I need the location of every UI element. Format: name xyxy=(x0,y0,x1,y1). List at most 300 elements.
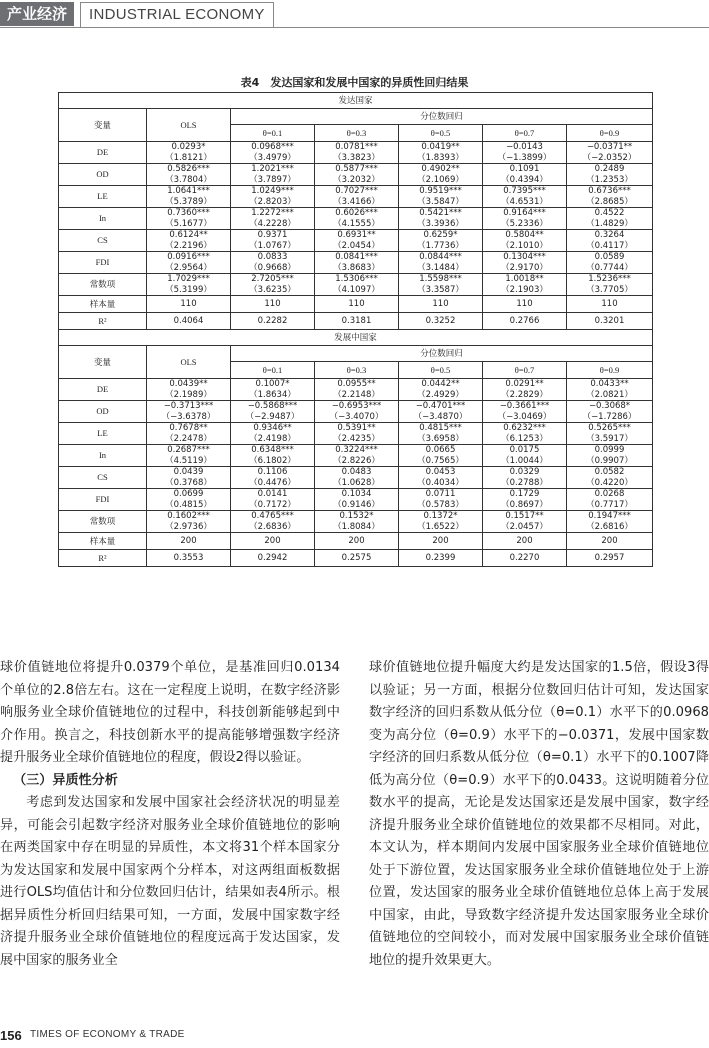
sample-size: 200 xyxy=(483,533,567,550)
sample-size-label: 样本量 xyxy=(59,296,147,313)
left-column xyxy=(0,657,340,972)
sample-size-label: 样本量 xyxy=(59,533,147,550)
section-label-cn: 产业经济 xyxy=(0,2,74,26)
table-row xyxy=(59,379,653,401)
coefficient: 0.6736*** xyxy=(588,186,631,196)
sample-size: 200 xyxy=(231,533,315,550)
coefficient: 0.1106 xyxy=(257,467,288,477)
coefficient-cell xyxy=(231,511,315,533)
t-statistic: （1.8634） xyxy=(249,389,296,400)
table-row xyxy=(59,511,653,533)
table-row xyxy=(59,230,653,252)
t-statistic: （−3.6378） xyxy=(161,411,216,422)
t-statistic: （−2.9487） xyxy=(245,411,300,422)
coefficient: −0.6953*** xyxy=(331,401,382,411)
table-row xyxy=(59,467,653,489)
coefficient-cell xyxy=(315,164,399,186)
coefficient: 0.3224*** xyxy=(335,445,378,455)
coefficient: 0.0329 xyxy=(509,467,540,477)
coefficient: 0.6348*** xyxy=(251,445,294,455)
table-row xyxy=(59,186,653,208)
t-statistic: （3.1484） xyxy=(417,262,464,273)
table-row xyxy=(59,274,653,296)
t-statistic: （0.4034） xyxy=(417,477,464,488)
coefficient-cell xyxy=(147,252,231,274)
coefficient: −0.0143 xyxy=(506,142,543,152)
r-squared: 0.2575 xyxy=(315,550,399,567)
quantile-header: θ=0.1 xyxy=(231,362,315,379)
ols-header: OLS xyxy=(147,346,231,379)
coefficient: 0.0453 xyxy=(425,467,456,477)
section-label-en: INDUSTRIAL ECONOMY xyxy=(80,2,274,28)
coefficient-cell xyxy=(483,164,567,186)
t-statistic: （1.8393） xyxy=(417,152,464,163)
coefficient-cell xyxy=(399,511,483,533)
coefficient-cell xyxy=(567,142,653,164)
coefficient-cell xyxy=(315,252,399,274)
sample-size: 110 xyxy=(315,296,399,313)
coefficient-cell xyxy=(567,423,653,445)
t-statistic: （0.4394） xyxy=(501,174,548,185)
t-statistic: （2.4235） xyxy=(333,433,380,444)
coefficient-cell xyxy=(231,401,315,423)
coefficient-cell xyxy=(147,467,231,489)
sample-size: 200 xyxy=(147,533,231,550)
coefficient-cell xyxy=(231,379,315,401)
t-statistic: （2.1903） xyxy=(501,284,548,295)
coefficient-cell xyxy=(399,252,483,274)
variable-name: FDI xyxy=(59,489,147,511)
t-statistic: （3.3823） xyxy=(333,152,380,163)
table-row xyxy=(59,252,653,274)
variable-name: OD xyxy=(59,401,147,423)
t-statistic: （0.9668） xyxy=(249,262,296,273)
coefficient-cell xyxy=(315,467,399,489)
table-row xyxy=(59,164,653,186)
t-statistic: （−1.3899） xyxy=(497,152,552,163)
coefficient-cell xyxy=(231,252,315,274)
r-squared-label: R² xyxy=(59,313,147,330)
r-squared: 0.2282 xyxy=(231,313,315,330)
coefficient: 1.7029*** xyxy=(167,274,210,284)
coefficient: 0.4522 xyxy=(594,208,625,218)
coefficient: 0.6026*** xyxy=(335,208,378,218)
paragraph: 球价值链地位将提升0.0379个单位，是基准回归0.0134个单位的2.8倍左右。这在一定程度上说明，在数字经济影响服务业全球价值链地位的过程中，科技创新能够起到中介作用。换言之，科技创新水平的提高能够增强数字经济提升服务业全球价值链地位的程度，假设2得以验证。 xyxy=(0,660,340,765)
quantile-header: θ=0.9 xyxy=(567,362,653,379)
coefficient: 0.0665 xyxy=(425,445,456,455)
t-statistic: （1.0767） xyxy=(249,240,296,251)
table-row xyxy=(59,489,653,511)
coefficient: 0.6931** xyxy=(337,230,376,240)
variable-header: 变量 xyxy=(59,346,147,379)
coefficient: 0.4765*** xyxy=(251,511,294,521)
coefficient-cell xyxy=(231,208,315,230)
coefficient: 0.0711 xyxy=(425,489,456,499)
coefficient: 0.0175 xyxy=(509,445,540,455)
coefficient-cell xyxy=(567,379,653,401)
r-squared: 0.3201 xyxy=(567,313,653,330)
coefficient: 0.5877*** xyxy=(335,164,378,174)
coefficient-cell xyxy=(315,489,399,511)
variable-header: 变量 xyxy=(59,109,147,142)
t-statistic: （4.1097） xyxy=(333,284,380,295)
t-statistic: （−3.4070） xyxy=(329,411,384,422)
coefficient-cell xyxy=(567,208,653,230)
coefficient: 0.1532* xyxy=(339,511,374,521)
coefficient-cell xyxy=(399,401,483,423)
t-statistic: （−3.0469） xyxy=(497,411,552,422)
t-statistic: （0.3768） xyxy=(165,477,212,488)
t-statistic: （0.4815） xyxy=(165,499,212,510)
coefficient-cell xyxy=(399,274,483,296)
t-statistic: （2.1989） xyxy=(165,389,212,400)
t-statistic: （3.2032） xyxy=(333,174,380,185)
t-statistic: （3.4166） xyxy=(333,196,380,207)
coefficient: 2.7205*** xyxy=(251,274,294,284)
coefficient-cell xyxy=(399,208,483,230)
t-statistic: （2.0821） xyxy=(586,389,633,400)
quantile-header: θ=0.7 xyxy=(483,362,567,379)
coefficient-cell xyxy=(483,467,567,489)
panel-title: 发展中国家 xyxy=(59,330,653,346)
t-statistic: （2.6836） xyxy=(249,521,296,532)
t-statistic: （5.2336） xyxy=(501,218,548,229)
coefficient: −0.4701*** xyxy=(415,401,466,411)
coefficient: 1.0018** xyxy=(505,274,544,284)
t-statistic: （3.5847） xyxy=(417,196,464,207)
coefficient-cell xyxy=(483,274,567,296)
table-row xyxy=(59,142,653,164)
paragraph: 考虑到发达国家和发展中国家社会经济状况的明显差异，可能会引起数字经济对服务业全球价值链地位的影响在两类国家中存在明显的异质性，本文将31个样本国家分为发达国家和发展中国家两个分样本，对这两组面板数据进行OLS均值估计和分位数回归估计，结果如表4所示。根据异质性分析回归结果可知，一方面，发展中国家数字经济提升服务业全球价值链地位的程度远高于发达国家，发展中国家的服务业全 xyxy=(0,795,340,968)
table-row xyxy=(59,445,653,467)
t-statistic: （4.1555） xyxy=(333,218,380,229)
t-statistic: （0.2788） xyxy=(501,477,548,488)
coefficient-cell xyxy=(315,401,399,423)
coefficient: 1.5306*** xyxy=(335,274,378,284)
coefficient: 0.9346** xyxy=(253,423,292,433)
quantile-header: θ=0.5 xyxy=(399,362,483,379)
coefficient: 0.1372* xyxy=(423,511,458,521)
coefficient: 0.0582 xyxy=(594,467,625,477)
quantile-header: θ=0.5 xyxy=(399,125,483,142)
coefficient: 0.5265*** xyxy=(588,423,631,433)
coefficient-cell xyxy=(483,142,567,164)
coefficient-cell xyxy=(315,511,399,533)
t-statistic: （0.4220） xyxy=(586,477,633,488)
coefficient-cell xyxy=(567,467,653,489)
regression-table xyxy=(58,92,653,567)
coefficient-cell xyxy=(399,423,483,445)
coefficient-cell xyxy=(231,142,315,164)
t-statistic: （0.4476） xyxy=(249,477,296,488)
coefficient: 0.1602*** xyxy=(167,511,210,521)
coefficient-cell xyxy=(315,142,399,164)
r-squared: 0.3252 xyxy=(399,313,483,330)
coefficient: 0.1304*** xyxy=(503,252,546,262)
coefficient-cell xyxy=(567,511,653,533)
t-statistic: （3.7897） xyxy=(249,174,296,185)
table-caption: 表4 发达国家和发展中国家的异质性回归结果 xyxy=(240,76,469,89)
coefficient-cell xyxy=(315,379,399,401)
coefficient: 0.6124** xyxy=(169,230,208,240)
t-statistic: （0.4117） xyxy=(586,240,633,251)
t-statistic: （2.8203） xyxy=(249,196,296,207)
coefficient-cell xyxy=(231,467,315,489)
coefficient: 1.2272*** xyxy=(251,208,294,218)
coefficient: 0.0268 xyxy=(594,489,625,499)
t-statistic: （−2.0352） xyxy=(582,152,637,163)
coefficient: 0.5826*** xyxy=(167,164,210,174)
t-statistic: （2.1069） xyxy=(417,174,464,185)
coefficient-cell xyxy=(147,164,231,186)
variable-name: 常数项 xyxy=(59,274,147,296)
variable-name: CS xyxy=(59,230,147,252)
coefficient-cell xyxy=(399,230,483,252)
t-statistic: （2.4929） xyxy=(417,389,464,400)
coefficient: 0.1091 xyxy=(509,164,540,174)
variable-name: FDI xyxy=(59,252,147,274)
coefficient: 0.0293* xyxy=(171,142,206,152)
coefficient-cell xyxy=(231,230,315,252)
coefficient: 0.1729 xyxy=(509,489,540,499)
coefficient: −0.3661*** xyxy=(499,401,550,411)
sample-size: 110 xyxy=(231,296,315,313)
coefficient: 1.0641*** xyxy=(167,186,210,196)
coefficient-cell xyxy=(483,401,567,423)
paragraph: 球价值链地位提升幅度大约是发达国家的1.5倍，假设3得以验证；另一方面，根据分位数回归估计可知，发达国家数字经济的回归系数从低分位（θ=0.1）水平下的0.0968变为高分位（θ=0.9）水平下的−0.0371，发展中国家数字经济的回归系数从低分位（θ=0.1）水平下的0.1007降低为高分位（θ=0.9）水平下的0.0433。这说明随着分位数水平的提高，无论是发达国家还是发展中国家，数字经济提升服务业全球价值链地位的效果都不尽相同。对此，本文认为，样本期间内发展中国家服务业全球价值链地位处于下游位置，发达国家服务业全球价值链地位处于上游位置，发达国家的服务业全球价值链地位总体上高于发展中国家，由此，导致数字经济提升发达国家服务业全球价值链地位的空间较小，而对发展中国家服务业全球价值链地位的提升效果更大。 xyxy=(369,660,709,968)
r-squared: 0.3181 xyxy=(315,313,399,330)
coefficient-cell xyxy=(147,423,231,445)
t-statistic: （−3.4870） xyxy=(413,411,468,422)
coefficient-cell xyxy=(147,445,231,467)
coefficient-cell xyxy=(315,230,399,252)
coefficient-cell xyxy=(399,142,483,164)
t-statistic: （0.8697） xyxy=(501,499,548,510)
t-statistic: （2.0454） xyxy=(333,240,380,251)
coefficient-cell xyxy=(231,164,315,186)
quantile-header: θ=0.3 xyxy=(315,125,399,142)
variable-name: 常数项 xyxy=(59,511,147,533)
coefficient: 0.0841*** xyxy=(335,252,378,262)
coefficient-cell xyxy=(315,423,399,445)
t-statistic: （2.8226） xyxy=(333,455,380,466)
coefficient: 0.9371 xyxy=(257,230,288,240)
coefficient: 0.1034 xyxy=(341,489,372,499)
r-squared: 0.2942 xyxy=(231,550,315,567)
t-statistic: （2.8685） xyxy=(586,196,633,207)
t-statistic: （1.2353） xyxy=(586,174,633,185)
coefficient: 0.9519*** xyxy=(419,186,462,196)
t-statistic: （2.2478） xyxy=(165,433,212,444)
panel-title: 发达国家 xyxy=(59,93,653,109)
sample-size: 110 xyxy=(483,296,567,313)
variable-name: In xyxy=(59,445,147,467)
coefficient: 0.0699 xyxy=(173,489,204,499)
coefficient-cell xyxy=(567,186,653,208)
coefficient: 0.9164*** xyxy=(503,208,546,218)
coefficient-cell xyxy=(147,142,231,164)
coefficient: 0.4815*** xyxy=(419,423,462,433)
coefficient: 0.0439 xyxy=(173,467,204,477)
t-statistic: （2.2196） xyxy=(165,240,212,251)
coefficient-cell xyxy=(483,252,567,274)
table-row xyxy=(59,423,653,445)
variable-name: DE xyxy=(59,379,147,401)
t-statistic: （0.5783） xyxy=(417,499,464,510)
t-statistic: （6.1802） xyxy=(249,455,296,466)
coefficient-cell xyxy=(399,445,483,467)
t-statistic: （2.9736） xyxy=(165,521,212,532)
page-footer xyxy=(0,1026,709,1046)
coefficient: 0.5421*** xyxy=(419,208,462,218)
t-statistic: （3.8683） xyxy=(333,262,380,273)
coefficient: 0.1517** xyxy=(505,511,544,521)
t-statistic: （2.9564） xyxy=(165,262,212,273)
coefficient: 0.0844*** xyxy=(419,252,462,262)
coefficient: 1.2021*** xyxy=(251,164,294,174)
variable-name: DE xyxy=(59,142,147,164)
coefficient: 0.5804** xyxy=(505,230,544,240)
quantile-header: θ=0.9 xyxy=(567,125,653,142)
t-statistic: （0.7565） xyxy=(417,455,464,466)
coefficient-cell xyxy=(567,401,653,423)
coefficient-cell xyxy=(567,230,653,252)
t-statistic: （1.8121） xyxy=(165,152,212,163)
t-statistic: （3.4979） xyxy=(249,152,296,163)
coefficient: 0.0442** xyxy=(421,379,460,389)
coefficient-cell xyxy=(399,489,483,511)
variable-name: CS xyxy=(59,467,147,489)
coefficient: −0.5868*** xyxy=(247,401,298,411)
t-statistic: （5.3199） xyxy=(165,284,212,295)
variable-name: In xyxy=(59,208,147,230)
coefficient-cell xyxy=(483,423,567,445)
coefficient: 0.7678** xyxy=(169,423,208,433)
t-statistic: （0.9907） xyxy=(586,455,633,466)
t-statistic: （−1.7286） xyxy=(582,411,637,422)
t-statistic: （3.6235） xyxy=(249,284,296,295)
coefficient-cell xyxy=(483,208,567,230)
coefficient-cell xyxy=(315,208,399,230)
coefficient: 1.5236*** xyxy=(588,274,631,284)
t-statistic: （2.1010） xyxy=(501,240,548,251)
t-statistic: （3.3587） xyxy=(417,284,464,295)
coefficient: 0.2687*** xyxy=(167,445,210,455)
coefficient: 0.0916*** xyxy=(167,252,210,262)
journal-name: TIMES OF ECONOMY & TRADE xyxy=(30,1029,185,1040)
coefficient-cell xyxy=(567,164,653,186)
t-statistic: （2.2829） xyxy=(501,389,548,400)
coefficient-cell xyxy=(567,274,653,296)
coefficient: 0.0999 xyxy=(594,445,625,455)
coefficient-cell xyxy=(483,445,567,467)
quantile-regression-header: 分位数回归 xyxy=(231,109,653,125)
coefficient: 0.0419** xyxy=(421,142,460,152)
coefficient: −0.0371** xyxy=(586,142,633,152)
t-statistic: （3.6958） xyxy=(417,433,464,444)
coefficient-cell xyxy=(483,379,567,401)
coefficient: −0.3068* xyxy=(588,401,631,411)
coefficient-cell xyxy=(483,230,567,252)
coefficient: −0.3713*** xyxy=(163,401,214,411)
coefficient-cell xyxy=(231,445,315,467)
coefficient: 0.0589 xyxy=(594,252,625,262)
coefficient-cell xyxy=(231,423,315,445)
sample-size: 200 xyxy=(399,533,483,550)
coefficient: 0.6259* xyxy=(423,230,458,240)
table-row xyxy=(59,401,653,423)
t-statistic: （2.4198） xyxy=(249,433,296,444)
variable-name: LE xyxy=(59,423,147,445)
t-statistic: （0.7717） xyxy=(586,499,633,510)
t-statistic: （1.0628） xyxy=(333,477,380,488)
page-header xyxy=(0,0,709,30)
coefficient: 0.0483 xyxy=(341,467,372,477)
t-statistic: （3.7705） xyxy=(586,284,633,295)
body-text xyxy=(0,657,709,1017)
t-statistic: （3.7804） xyxy=(165,174,212,185)
t-statistic: （2.0457） xyxy=(501,521,548,532)
coefficient-cell xyxy=(147,274,231,296)
coefficient-cell xyxy=(147,208,231,230)
table-row xyxy=(59,208,653,230)
t-statistic: （6.1253） xyxy=(501,433,548,444)
coefficient-cell xyxy=(147,489,231,511)
r-squared: 0.3553 xyxy=(147,550,231,567)
t-statistic: （1.8084） xyxy=(333,521,380,532)
coefficient: 0.2489 xyxy=(594,164,625,174)
section-heading: （三）异质性分析 xyxy=(13,772,118,788)
coefficient-cell xyxy=(567,445,653,467)
coefficient-cell xyxy=(147,186,231,208)
coefficient: 0.7360*** xyxy=(167,208,210,218)
ols-header: OLS xyxy=(147,109,231,142)
sample-size: 110 xyxy=(567,296,653,313)
t-statistic: （0.9146） xyxy=(333,499,380,510)
quantile-regression-header: 分位数回归 xyxy=(231,346,653,362)
coefficient-cell xyxy=(147,230,231,252)
t-statistic: （5.3789） xyxy=(165,196,212,207)
coefficient: 0.1947*** xyxy=(588,511,631,521)
coefficient-cell xyxy=(315,186,399,208)
coefficient: 0.5391** xyxy=(337,423,376,433)
coefficient: 0.1007* xyxy=(255,379,290,389)
coefficient-cell xyxy=(315,274,399,296)
t-statistic: （1.6522） xyxy=(417,521,464,532)
coefficient-cell xyxy=(147,401,231,423)
t-statistic: （0.7744） xyxy=(586,262,633,273)
t-statistic: （1.0044） xyxy=(501,455,548,466)
coefficient: 1.0249*** xyxy=(251,186,294,196)
coefficient: 0.0968*** xyxy=(251,142,294,152)
t-statistic: （4.2228） xyxy=(249,218,296,229)
coefficient: 0.3264 xyxy=(594,230,625,240)
variable-name: LE xyxy=(59,186,147,208)
quantile-header: θ=0.3 xyxy=(315,362,399,379)
quantile-header: θ=0.1 xyxy=(231,125,315,142)
t-statistic: （4.6531） xyxy=(501,196,548,207)
coefficient-cell xyxy=(399,379,483,401)
coefficient-cell xyxy=(567,252,653,274)
r-squared: 0.4064 xyxy=(147,313,231,330)
coefficient: 0.7395*** xyxy=(503,186,546,196)
coefficient: 0.0141 xyxy=(257,489,288,499)
coefficient-cell xyxy=(399,164,483,186)
coefficient-cell xyxy=(483,489,567,511)
t-statistic: （1.4829） xyxy=(586,218,633,229)
coefficient-cell xyxy=(147,511,231,533)
coefficient: 0.0433** xyxy=(590,379,629,389)
